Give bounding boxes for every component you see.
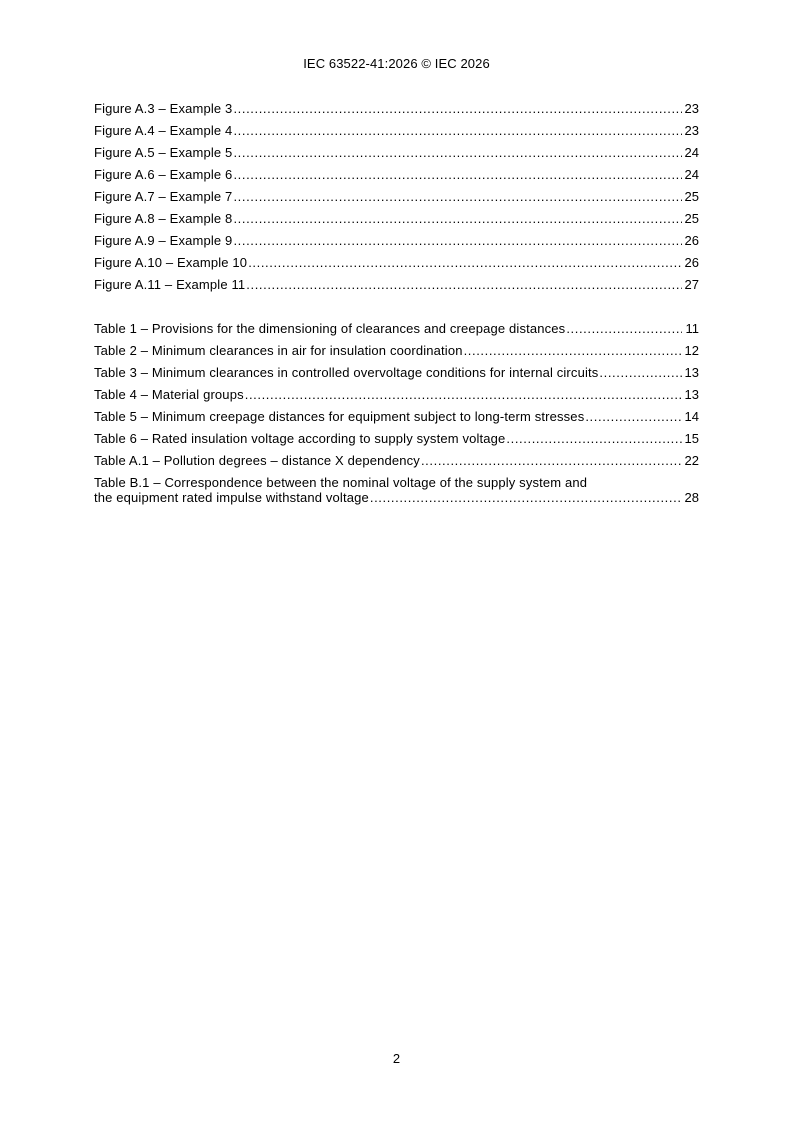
dot-leader	[585, 409, 682, 424]
toc-entry-page: 24	[684, 145, 699, 160]
dot-leader	[233, 189, 682, 204]
toc-entry-page: 25	[684, 211, 699, 226]
toc-entry-label: Table 3 – Minimum clearances in controlled overvoltage conditions for internal circuits	[94, 365, 599, 380]
toc-entry-label: Table 2 – Minimum clearances in air for insulation coordination	[94, 343, 463, 358]
toc-entry-page: 28	[684, 490, 699, 505]
toc-entry-label: Figure A.3 – Example 3	[94, 101, 233, 116]
toc-entry-figure-a3[interactable]	[94, 94, 699, 116]
toc-entry-page: 25	[684, 189, 699, 204]
dot-leader	[233, 101, 682, 116]
toc-entry-label: Figure A.5 – Example 5	[94, 145, 233, 160]
toc-entry-table-4[interactable]	[94, 380, 699, 402]
toc-entry-page: 15	[684, 431, 699, 446]
toc-entry-page: 23	[684, 123, 699, 138]
toc-entry-figure-a6[interactable]	[94, 160, 699, 182]
dot-leader	[566, 321, 682, 336]
list-of-figures	[94, 94, 699, 292]
toc-entry-label: Figure A.9 – Example 9	[94, 233, 233, 248]
toc-entry-page: 24	[684, 167, 699, 182]
toc-entry-page: 13	[684, 365, 699, 380]
toc-entry-table-3[interactable]	[94, 358, 699, 380]
toc-entry-label: Figure A.10 – Example 10	[94, 255, 248, 270]
dot-leader	[248, 255, 682, 270]
dot-leader	[233, 211, 682, 226]
toc-entry-label: Figure A.11 – Example 11	[94, 277, 246, 292]
dot-leader	[245, 387, 682, 402]
toc-entry-page: 26	[684, 233, 699, 248]
dot-leader	[246, 277, 682, 292]
toc-entry-label: Table A.1 – Pollution degrees – distance X dependency	[94, 453, 420, 468]
dot-leader	[599, 365, 682, 380]
dot-leader	[233, 233, 682, 248]
dot-leader	[464, 343, 682, 358]
dot-leader	[506, 431, 682, 446]
dot-leader	[421, 453, 682, 468]
toc-entry-figure-a4[interactable]	[94, 116, 699, 138]
toc-entry-figure-a5[interactable]	[94, 138, 699, 160]
toc-entry-figure-a11[interactable]	[94, 270, 699, 292]
toc-entry-table-6[interactable]	[94, 424, 699, 446]
toc-entry-page: 26	[684, 255, 699, 270]
list-of-tables	[94, 314, 699, 505]
toc-entry-label: Table 1 – Provisions for the dimensioning of clearances and creepage distances	[94, 321, 566, 336]
toc-entry-page: 12	[684, 343, 699, 358]
toc-entry-label: Figure A.7 – Example 7	[94, 189, 233, 204]
toc-entry-table-a1[interactable]	[94, 446, 699, 468]
toc-entry-label: Figure A.6 – Example 6	[94, 167, 233, 182]
toc-entry-table-b1[interactable]	[94, 468, 699, 505]
page-number: 2	[392, 1051, 401, 1066]
dot-leader	[233, 167, 682, 182]
dot-leader	[370, 490, 682, 505]
toc-entry-table-5[interactable]	[94, 402, 699, 424]
toc-entry-page: 27	[684, 277, 699, 292]
toc-entry-label: Table 6 – Rated insulation voltage according to supply system voltage	[94, 431, 506, 446]
page-header: IEC 63522-41:2026 © IEC 2026	[303, 56, 490, 71]
toc-entry-figure-a9[interactable]	[94, 226, 699, 248]
dot-leader	[233, 145, 682, 160]
toc-entry-label: Table 5 – Minimum creepage distances for equipment subject to long-term stresses	[94, 409, 585, 424]
toc-entry-page: 13	[684, 387, 699, 402]
toc-entry-page: 14	[684, 409, 699, 424]
toc-entry-table-2[interactable]	[94, 336, 699, 358]
toc-entry-figure-a7[interactable]	[94, 182, 699, 204]
toc-entry-label: Figure A.8 – Example 8	[94, 211, 233, 226]
toc-entry-page: 23	[684, 101, 699, 116]
toc-entry-label-line2: the equipment rated impulse withstand voltage	[94, 490, 369, 505]
toc-entry-label: Table 4 – Material groups	[94, 387, 244, 402]
toc-entry-page: 11	[685, 321, 699, 336]
toc-entry-label-line1: Table B.1 – Correspondence between the nominal voltage of the supply system and	[94, 475, 588, 490]
toc-entry-label: Figure A.4 – Example 4	[94, 123, 233, 138]
toc-entry-figure-a8[interactable]	[94, 204, 699, 226]
toc-entry-page: 22	[684, 453, 699, 468]
dot-leader	[233, 123, 682, 138]
toc-entry-figure-a10[interactable]	[94, 248, 699, 270]
toc-entry-line2	[94, 490, 699, 505]
toc-entry-table-1[interactable]	[94, 314, 699, 336]
